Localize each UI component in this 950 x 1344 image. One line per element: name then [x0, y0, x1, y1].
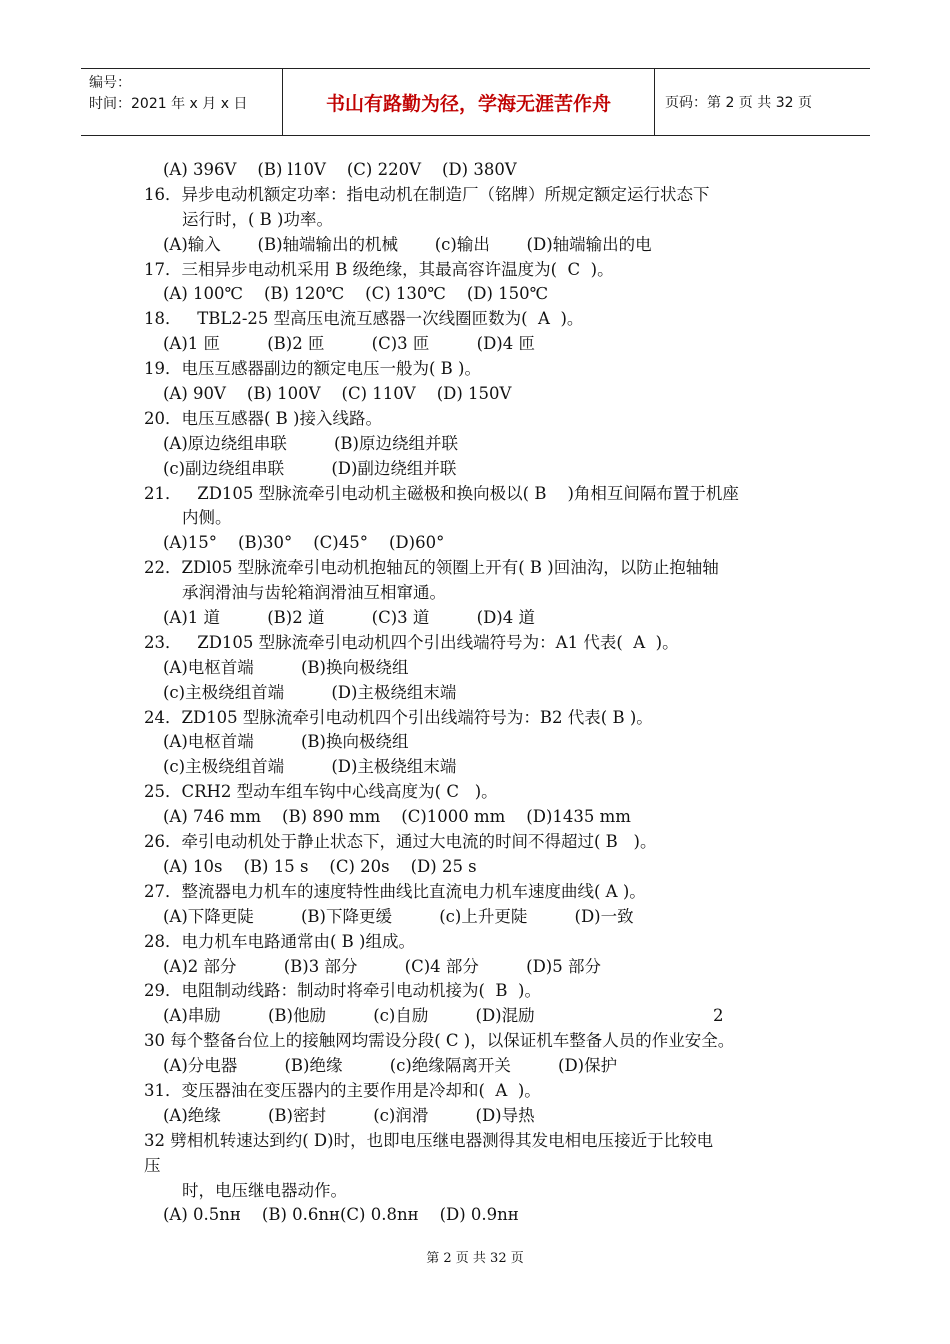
- answer-options-line: (A)输入 (B)轴端输出的机械 (c)输出 (D)轴端输出的电: [163, 234, 652, 254]
- answer-options-line: (A) 746 mm (B) 890 mm (C)1000 mm (D)1435 mm: [163, 807, 631, 827]
- question-line: 29．电阻制动线路：制动时将牵引电动机接为( B )。: [144, 981, 541, 1001]
- answer-options-line: (A)绝缘 (B)密封 (c)润滑 (D)导热: [163, 1105, 535, 1125]
- question-line: 19．电压互感器副边的额定电压一般为( B )。: [144, 359, 481, 379]
- answer-options-line: (c)主极绕组首端 (D)主极绕组末端: [163, 682, 457, 702]
- answer-options-line: (A)电枢首端 (B)换向极绕组: [163, 657, 409, 677]
- answer-options-line: (A)2 部分 (B)3 部分 (C)4 部分 (D)5 部分: [163, 956, 601, 976]
- page-header: [81, 68, 870, 136]
- answer-options-line: (A)下降更陡 (B)下降更缓 (c)上升更陡 (D)一致: [163, 906, 634, 926]
- question-line: 25．CRH2 型动车组车钩中心线高度为( C )。: [144, 782, 498, 802]
- question-line: 20．电压互感器( B )接入线路。: [144, 408, 382, 428]
- answer-options-line: (A)1 道 (B)2 道 (C)3 道 (D)4 道: [163, 608, 535, 628]
- answer-options-line: (A)电枢首端 (B)换向极绕组: [163, 732, 409, 752]
- header-page-number: 页码：第 2 页 共 32 页: [665, 95, 812, 111]
- question-line: 30 每个整备台位上的接触网均需设分段( C )，以保证机车整备人员的作业安全。: [144, 1031, 735, 1051]
- question-line: 28．电力机车电路通常由( B )组成。: [144, 931, 415, 951]
- question-line: 18． TBL2-25 型高压电流互感器一次线圈匝数为( A )。: [144, 309, 584, 329]
- question-line: 压: [144, 1155, 161, 1175]
- answer-options-line: (c)副边绕组串联 (D)副边绕组并联: [163, 458, 457, 478]
- question-list: [144, 158, 824, 1228]
- answer-options-line: (A)分电器 (B)绝缘 (c)绝缘隔离开关 (D)保护: [163, 1056, 618, 1076]
- answer-options-line: (A)15° (B)30° (C)45° (D)60°: [163, 533, 445, 553]
- question-line: 16．异步电动机额定功率：指电动机在制造厂（铭牌）所规定额定运行状态下: [144, 184, 710, 204]
- question-continuation-line: 承润滑油与齿轮箱润滑油互相窜通。: [182, 583, 446, 603]
- question-line: 32 劈相机转速达到约( D)时，也即电压继电器测得其发电相电压接近于比较电: [144, 1130, 714, 1150]
- answer-options-line: (A)串励 (B)他励 (c)自励 (D)混励 2: [163, 1006, 724, 1026]
- answer-options-line: (c)主极绕组首端 (D)主极绕组末端: [163, 757, 457, 777]
- answer-options-line: (A) 100℃ (B) 120℃ (C) 130℃ (D) 150℃: [163, 284, 549, 304]
- question-continuation-line: 运行时，( B )功率。: [182, 209, 333, 229]
- number-label: 编号：: [89, 75, 131, 91]
- question-line: 23． ZD105 型脉流牵引电动机四个引出线端符号为：A1 代表( A )。: [144, 632, 679, 652]
- question-continuation-line: 时，电压继电器动作。: [182, 1180, 347, 1200]
- header-meta: [81, 69, 283, 135]
- page-footer: 第 2 页 共 32 页: [426, 1251, 524, 1266]
- question-line: 22．ZDl05 型脉流牵引电动机抱轴瓦的领圈上开有( B )回油沟，以防止抱轴轴: [144, 558, 719, 578]
- answer-options-line: (A) 396V (B) l10V (C) 220V (D) 380V: [163, 160, 517, 179]
- answer-options-line: (A)1 匝 (B)2 匝 (C)3 匝 (D)4 匝: [163, 334, 535, 354]
- question-line: 26．牵引电动机处于静止状态下，通过大电流的时间不得超过( B )。: [144, 832, 657, 852]
- question-line: 24．ZD105 型脉流牵引电动机四个引出线端符号为：B2 代表( B )。: [144, 707, 653, 727]
- header-motto: 书山有路勤为径，学海无涯苦作舟: [283, 69, 655, 135]
- answer-options-line: (A) 0.5nн (B) 0.6nн(C) 0.8nн (D) 0.9nн: [163, 1205, 519, 1225]
- answer-options-line: (A) 90V (B) 100V (C) 110V (D) 150V: [163, 384, 512, 404]
- question-continuation-line: 内侧。: [182, 508, 232, 528]
- answer-options-line: (A) 10s (B) 15 s (C) 20s (D) 25 s: [163, 856, 477, 876]
- question-line: 31．变压器油在变压器内的主要作用是冷却和( A )。: [144, 1080, 541, 1100]
- question-line: 27．整流器电力机车的速度特性曲线比直流电力机车速度曲线( A )。: [144, 881, 646, 901]
- question-line: 17．三相异步电动机采用 B 级绝缘，其最高容许温度为( C )。: [144, 259, 614, 279]
- answer-options-line: (A)原边绕组串联 (B)原边绕组并联: [163, 433, 458, 453]
- question-line: 21． ZD105 型脉流牵引电动机主磁极和换向极以( B )角相互间隔布置于机座: [144, 483, 739, 503]
- time-label: 时间：2021 年 x 月 x 日: [89, 96, 248, 112]
